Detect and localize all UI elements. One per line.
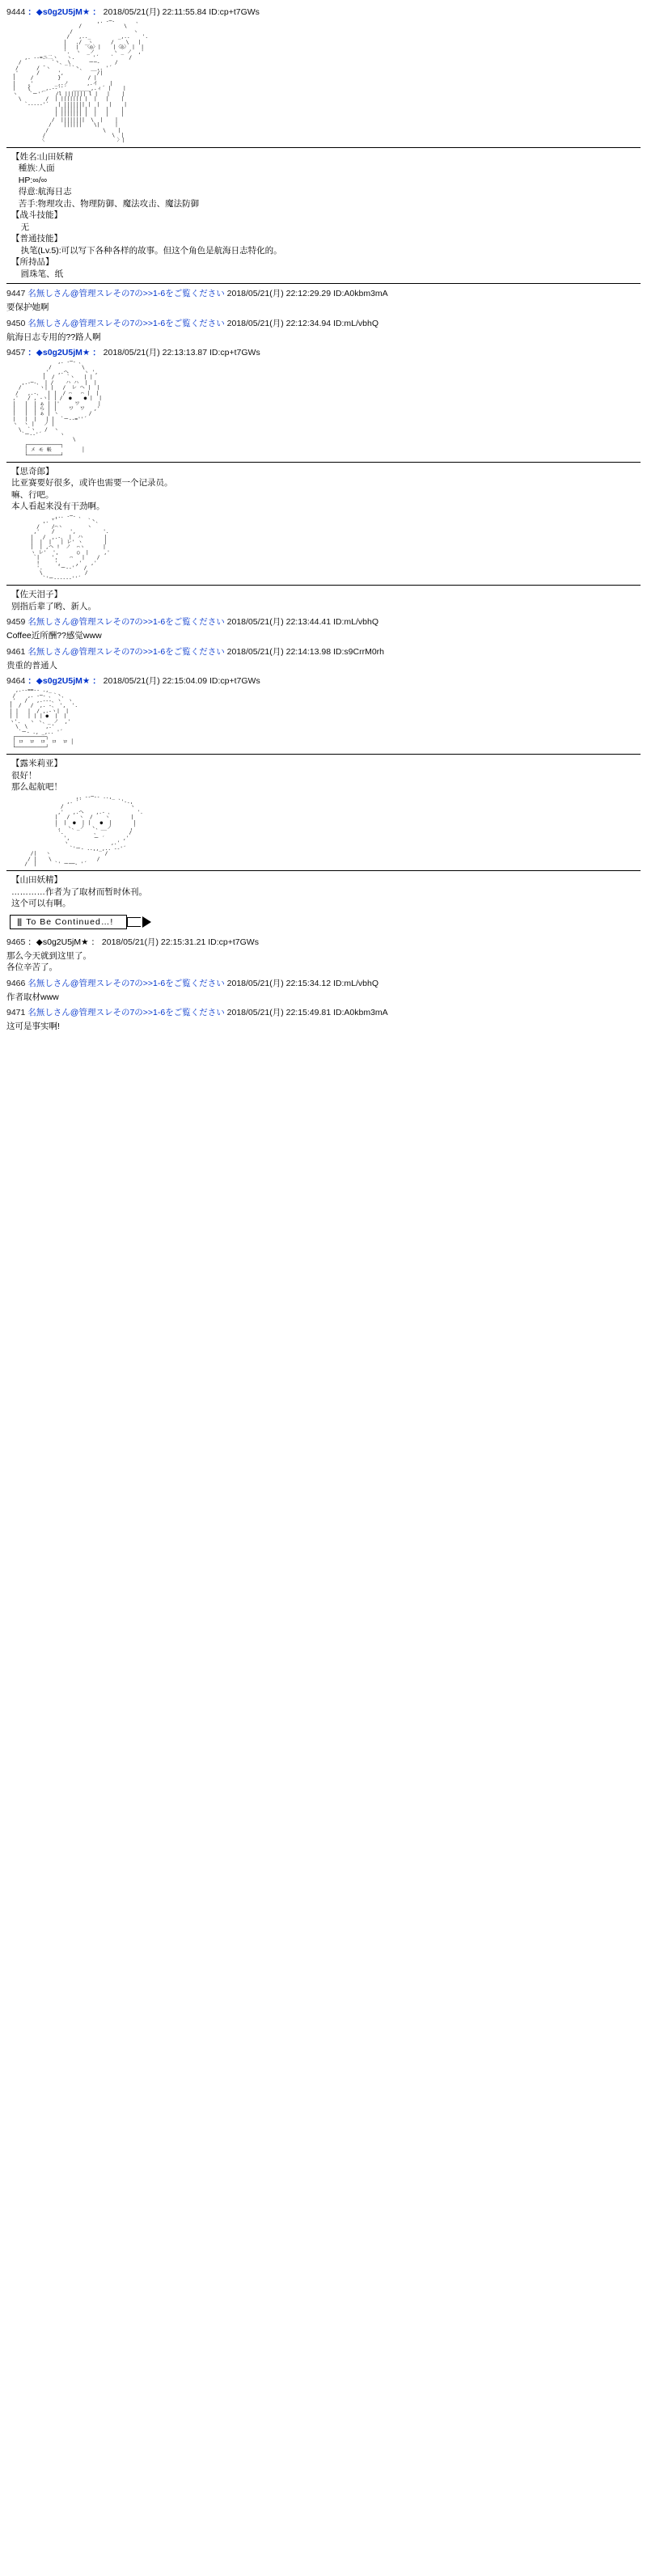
reply-body: 贵重的普通人 bbox=[6, 660, 57, 670]
divider bbox=[6, 283, 641, 284]
post-author[interactable]: 名無しさん@管理スレその7の>>1-6をご覧ください bbox=[27, 1008, 225, 1018]
dialogue-text: 【思奇郎】 比亚赛要好很多，或许也需要一个记录员。 嘛、行吧。 本人看起来没有干劲啊。 bbox=[11, 466, 173, 512]
reply-header bbox=[6, 288, 641, 300]
post-meta: 2018/05/21(月) 22:12:34.94 ID:mL/vbhQ bbox=[226, 318, 379, 328]
post-meta: 2018/05/21(月) 22:15:34.12 ID:mL/vbhQ bbox=[226, 978, 379, 988]
ascii-art: ,.-‐==‐- .,_ / ,. -─- 、`丶、 ,' / ,.-‐-、ヽ ヽ | / / ,. -、 ', '. | | | / ,.-ヽ| | | | | | | ● | | ヽ'. ヽ ヽ、_ ノ ,' \ \ ,.' `ー- ., _,.. '´ ┌──────────┐ │ ロ ロ ロ ロ ロ │ └──────────┘ bbox=[9, 688, 78, 751]
reply-body: 这可是事实啊! bbox=[6, 1022, 60, 1032]
post-meta: 2018/05/21(月) 22:13:44.41 ID:mL/vbhQ bbox=[226, 617, 379, 628]
ascii-art: ,. -─- 、 / \ / ヽ / ,.._ _,.. '. | ./ _ヽ / _ \ | | | 〈◎〉| |〈◎〉 | | '. ヽ _ノ ヽ _ ノ ,' ,. -‐=ニ二ヽ ヽ. '´ ` / / `丶、_\ ー─‐ / / / ̄ ヽ ``丶、 __,. '´ ,' / ', /| | / } / | | ,' _,.ノ ,.イ | | { _,.-‐''´ ______,.ィ´ | | ヽ `ー'´ /l ||||||| l | | | \ / | ||||||| | | | | `‐---‐'´ | ||||||| | | | | | ||||||| | | | | | ||||||| | | | | / |||||||| \ | | / |||||| \| | / \ | / \ | 〈 〉| bbox=[12, 19, 149, 144]
reply-body: 那么今天就到这里了。 各位辛苦了。 bbox=[6, 950, 91, 973]
to-be-continued-banner bbox=[6, 912, 641, 933]
post-number: 9466 bbox=[6, 978, 26, 988]
post-number: 9444 bbox=[6, 7, 26, 17]
post-meta: 2018/05/21(月) 22:14:13.98 ID:s9CrrM0rh bbox=[226, 646, 384, 657]
divider bbox=[6, 754, 641, 755]
post-meta: 2018/05/21(月) 22:13:13.87 ID:cp+t7GWs bbox=[103, 348, 260, 358]
post-author[interactable]: ：◆s0g2U5jM★ ： bbox=[27, 676, 101, 687]
reply-body: 要保护她啊 bbox=[6, 302, 49, 313]
post-author[interactable]: 名無しさん@管理スレその7の>>1-6をご覧ください bbox=[27, 978, 225, 988]
bars-icon: ||| bbox=[17, 916, 22, 927]
reply-header bbox=[6, 318, 641, 330]
reply-body: 航海日志专用的??路人啊 bbox=[6, 332, 101, 342]
reply-body: Coffee近所酬??感觉www bbox=[6, 631, 102, 641]
post-meta: 2018/05/21(月) 22:15:31.21 ID:cp+t7GWs bbox=[101, 937, 259, 947]
post-number: 9459 bbox=[6, 617, 26, 628]
reply-header bbox=[6, 937, 641, 949]
post-author[interactable]: 名無しさん@管理スレその7の>>1-6をご覧ください bbox=[27, 318, 225, 328]
post-meta: 2018/05/21(月) 22:12:29.29 ID:A0kbm3mA bbox=[226, 289, 388, 299]
post-number: 9447 bbox=[6, 289, 26, 299]
post-9459 bbox=[6, 616, 641, 642]
post-meta: 2018/05/21(月) 22:15:49.81 ID:A0kbm3mA bbox=[226, 1008, 388, 1018]
post-number: 9464 bbox=[6, 676, 26, 687]
dialogue-text: 【露米莉亚】 很好！ 那么起航吧！ bbox=[11, 759, 62, 793]
to-be-continued-text: To Be Continued…! bbox=[26, 916, 114, 927]
thread-page bbox=[0, 0, 647, 1043]
post-number: 9465 bbox=[6, 937, 26, 947]
post-9461 bbox=[6, 646, 641, 672]
post-author[interactable]: ：◆s0g2U5jM★ ： bbox=[27, 348, 101, 358]
post-header bbox=[6, 5, 641, 19]
ascii-art: _,.. -─- 、 ,. '´ `丶、 / /⌒ヽ ヽ ,' / ', '. | / ,.-、 | ハ | | | | | レ' ヽ | | | ,ヘ ! ノ ⌒ヽ | ヽ レ' ', ○ | ,' `| ', ⌒ | / ! ', ,' ,' '. `ー-‐'´ / \ / `'ー-----‐''´ bbox=[30, 514, 110, 582]
post-header bbox=[6, 674, 641, 688]
post-9444 bbox=[6, 5, 641, 284]
post-number: 9471 bbox=[6, 1008, 26, 1018]
post-9465 bbox=[6, 937, 641, 974]
post-9457 bbox=[6, 345, 641, 612]
reply-header bbox=[6, 646, 641, 658]
post-author[interactable]: 名無しさん@管理スレその7の>>1-6をご覧ください bbox=[27, 646, 225, 657]
post-header bbox=[6, 345, 641, 360]
post-meta: 2018/05/21(月) 22:15:04.09 ID:cp+t7GWs bbox=[103, 676, 260, 687]
divider bbox=[6, 585, 641, 586]
divider bbox=[6, 462, 641, 463]
reply-header bbox=[6, 978, 641, 990]
post-author[interactable]: ：◆s0g2U5jM★ ： bbox=[27, 937, 99, 947]
post-9471 bbox=[6, 1007, 641, 1033]
post-author[interactable]: 名無しさん@管理スレその7の>>1-6をご覧ください bbox=[27, 617, 225, 628]
divider bbox=[6, 147, 641, 148]
post-9466 bbox=[6, 978, 641, 1004]
ascii-art: ,. -‐─‐- ..,_ ,. '´ `'‐., / ヽ ,' ,.へ ,.- 、 '. | / ヽ / ヽ | | | ● | | ● | | ', ヽ、_ノ ヽ、__ノ ,' '. 、 / ', ー ′ ,' ヽ ,.' `'ー- ..,,_,.. -‐'´ /| ヽ / / | \ / / | `' ー──‐ '´ bbox=[24, 794, 143, 867]
arrow-icon bbox=[127, 916, 151, 928]
post-9464 bbox=[6, 674, 641, 933]
reply-header bbox=[6, 1007, 641, 1019]
post-author[interactable]: 名無しさん@管理スレその7の>>1-6をご覧ください bbox=[27, 289, 225, 299]
post-number: 9457 bbox=[6, 348, 26, 358]
to-be-continued-label bbox=[10, 915, 127, 929]
dialogue-text: 【佐天泪子】 别指后辈了哟、新人。 bbox=[11, 590, 96, 611]
ascii-art: ,. ‐─- 、 / \ ,' ,.へ ヽ ', | / `ヽ | | ,.-─-、 | / ハ ハ | | / ヽ| | / レ ヘ | | / ,.-、 | | / ⌒ ⌒ | | ,' / , -ヽ| | / ● ● | | | | | ぁ | |' ワ | | | | ら | | ワ ワ ,' | | | ぁ | ヽ / | | | | | `ー-‐=''´ ヽ ヽ | ノ | \ `ヽ / ヽ `ー-‐'´ ヽ \ ┌───────────┐ │ メ モ 帳 │ └───────────┘ bbox=[12, 360, 102, 459]
post-meta: 2018/05/21(月) 22:11:55.84 ID:cp+t7GWs bbox=[103, 7, 260, 17]
post-number: 9450 bbox=[6, 318, 26, 328]
dialogue-text: 【山田妖精】 …………作者为了取材而暂时休刊。 这个可以有啊。 bbox=[11, 875, 147, 909]
character-profile: 【姓名:山田妖精 種族:人面 HP:∞/∞ 得意:航海日志 苦手:物理攻击、物理防御、魔法攻击、魔法防御 【战斗技能】 无 【普通技能】 执笔(Lv.5):可以写下各种各样的故事。但这个角色是航海日志特化的。 【所持品】 圆珠笔、纸 bbox=[11, 151, 282, 279]
post-9450 bbox=[6, 318, 641, 344]
post-9447 bbox=[6, 288, 641, 314]
post-author[interactable]: ：◆s0g2U5jM★ ： bbox=[27, 7, 101, 17]
reply-body: 作者取材www bbox=[6, 992, 59, 1002]
reply-header bbox=[6, 616, 641, 628]
divider bbox=[6, 870, 641, 871]
post-number: 9461 bbox=[6, 646, 26, 657]
